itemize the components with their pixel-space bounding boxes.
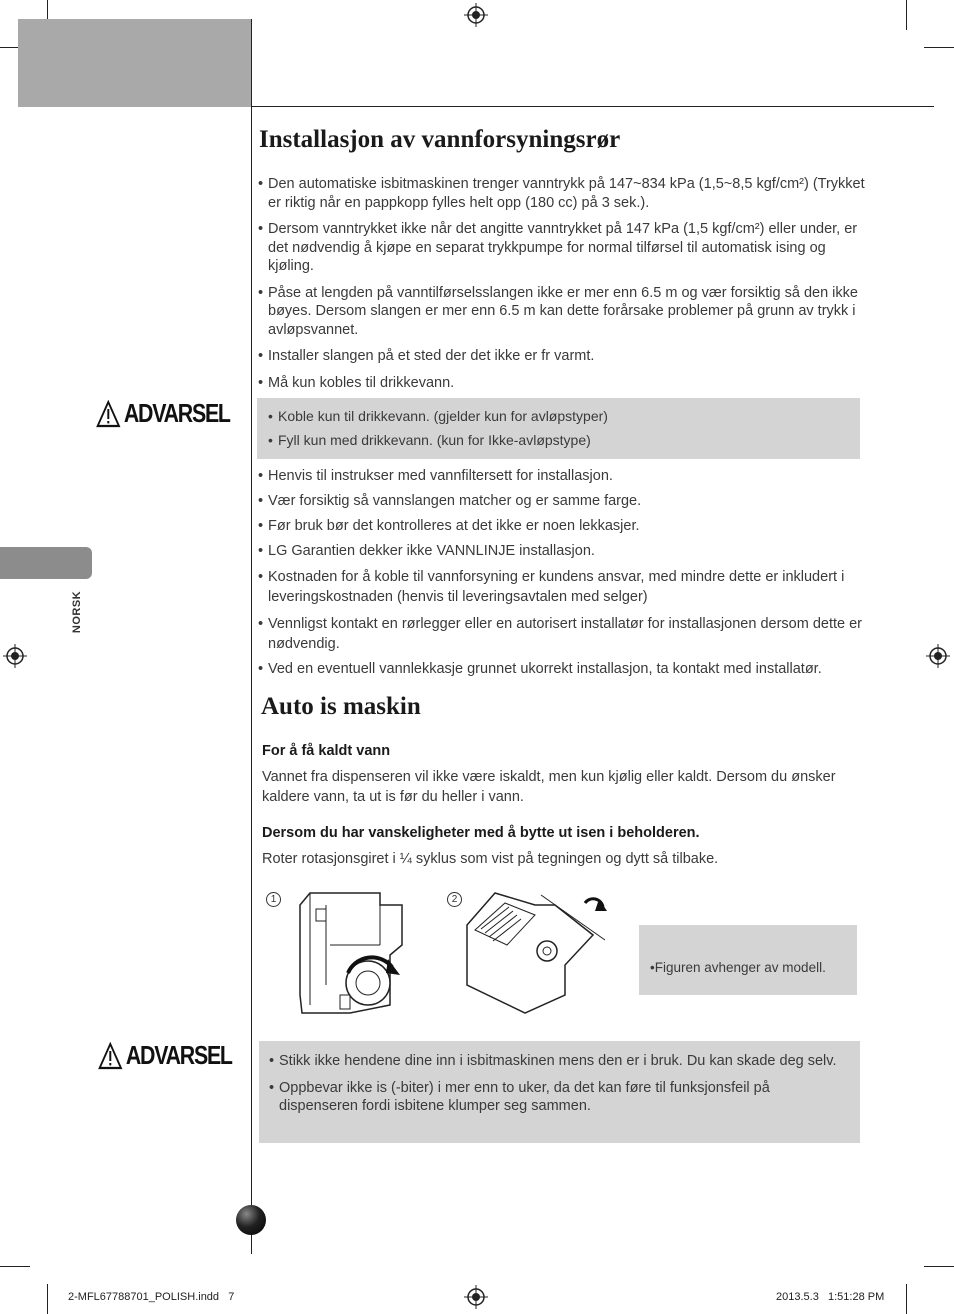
- footer-file-info: 2-MFL67788701_POLISH.indd 7: [68, 1291, 235, 1303]
- registration-mark-icon: [464, 1285, 488, 1309]
- figure-number: 1: [266, 892, 281, 907]
- subheading-cold-water: For å få kaldt vann: [262, 743, 391, 759]
- crop-mark: [924, 47, 954, 48]
- bullet-list-b: [258, 467, 870, 679]
- registration-mark-icon: [464, 3, 488, 27]
- subheading-ice-replacement: Dersom du har vanskeligheter med å bytte ut isen i beholderen.: [262, 825, 700, 841]
- list-item: • Installer slangen på et sted der det ikke er fr varmt.: [258, 347, 870, 366]
- crop-mark: [924, 1266, 954, 1267]
- footer-timestamp: 2013.5.3 1:51:28 PM: [776, 1291, 885, 1303]
- column-divider: [251, 19, 252, 1254]
- list-item: • Ved en eventuell vannlekkasje grunnet ukorrekt installasjon, ta kontakt med installatør.: [258, 660, 870, 679]
- warning-label-text: ADVARSEL: [125, 1040, 232, 1070]
- figure-note: •Figuren avhenger av modell.: [650, 960, 826, 975]
- warning-list: [268, 407, 853, 449]
- crop-mark: [0, 1266, 30, 1267]
- warning-triangle-icon: [96, 400, 121, 428]
- list-item: • Stikk ikke hendene dine inn i isbitmaskinen mens den er i bruk. Du kan skade deg selv.: [269, 1052, 849, 1071]
- list-item: • Kostnaden for å koble til vannforsyning er kundens ansvar, med mindre dette er inkludert i leveringskostnaden (henvis til leveringsavtalen med selger): [258, 567, 870, 607]
- paragraph-ice-replacement: Roter rotasjonsgiret i ¼ syklus som vist på tegningen og dytt så tilbake.: [262, 851, 719, 867]
- list-item: • Vennligst kontakt en rørlegger eller en autorisert installatør for installasjonen dersom dette er nødvendig.: [258, 614, 870, 654]
- language-tab: [0, 547, 92, 579]
- warning-label: [96, 398, 230, 429]
- figure-number: 2: [447, 892, 462, 907]
- warning-label: [98, 1040, 232, 1071]
- warning-label-text: ADVARSEL: [123, 398, 230, 428]
- warning-triangle-icon: [98, 1042, 123, 1070]
- header-gray-block: [18, 19, 251, 107]
- ice-maker-figure-1: [290, 885, 420, 1020]
- crop-mark: [47, 1284, 48, 1314]
- paragraph-cold-water: Vannet fra dispenseren vil ikke være iskaldt, men kun kjølig eller kaldt. Dersom du ønsker kaldere vann, ta ut is før du heller i vann.: [262, 769, 836, 805]
- bullet-list-a: [258, 175, 870, 392]
- list-item: • LG Garantien dekker ikke VANNLINJE installasjon.: [258, 542, 870, 561]
- list-item: • Den automatiske isbitmaskinen trenger vanntrykk på 147~834 kPa (1,5~8,5 kgf/cm²) (Trykket er riktig når en pappkopp fylles helt opp (180 cc) på 3 sek.).: [258, 175, 870, 212]
- registration-mark-icon: [3, 644, 27, 668]
- page-marker: [236, 1205, 266, 1235]
- section-title-installation: Installasjon av vannforsyningsrør: [259, 126, 621, 153]
- list-item: • Må kun kobles til drikkevann.: [258, 374, 870, 393]
- header-rule: [251, 106, 934, 107]
- ice-maker-figure-2: [455, 885, 610, 1020]
- warning-list: [269, 1052, 849, 1116]
- list-item: • Før bruk bør det kontrolleres at det ikke er noen lekkasjer.: [258, 517, 870, 536]
- list-item: • Fyll kun med drikkevann. (kun for Ikke-avløpstype): [268, 431, 853, 449]
- list-item: • Koble kun til drikkevann. (gjelder kun for avløpstyper): [268, 407, 853, 425]
- list-item: • Vær forsiktig så vannslangen matcher og er samme farge.: [258, 492, 870, 511]
- list-item: • Påse at lengden på vanntilførselsslangen ikke er mer enn 6.5 m og vær forsiktig så den ikke bøyes. Dersom slangen er mer enn 6.5 m kan dette forårsake problemer på grunn av trykk i avløpsvannet.: [258, 284, 870, 340]
- crop-mark: [906, 0, 907, 30]
- list-item: • Oppbevar ikke is (-biter) i mer enn to uker, da det kan føre til funksjonsfeil på dispenseren fordi isbitene klumper seg sammen.: [269, 1079, 849, 1116]
- registration-mark-icon: [926, 644, 950, 668]
- language-label: NORSK: [71, 590, 84, 634]
- section-title-ice-maker: Auto is maskin: [261, 693, 421, 720]
- list-item: • Dersom vanntrykket ikke når det angitte vanntrykket på 147 kPa (1,5 kgf/cm²) eller under, er det nødvendig å kjøpe en separat trykkpumpe for normal tilførsel til automatisk ising og kjøling.: [258, 220, 870, 276]
- list-item: • Henvis til instrukser med vannfiltersett for installasjon.: [258, 467, 870, 486]
- crop-mark: [906, 1284, 907, 1314]
